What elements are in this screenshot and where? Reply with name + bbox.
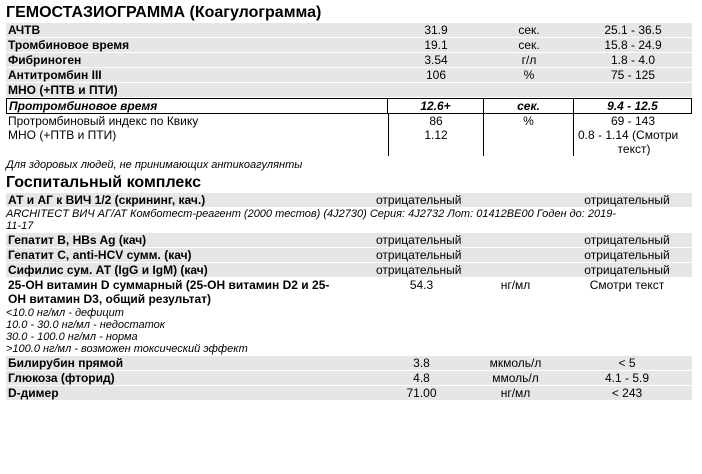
test-name: Тромбиновое время	[6, 38, 388, 52]
test-value: 12.6+	[388, 98, 484, 114]
test-unit: %	[484, 68, 574, 82]
test-range: 4.1 - 5.9	[562, 371, 692, 385]
test-value: 54.3	[409, 278, 434, 292]
table-row	[6, 68, 696, 82]
test-name: АТ и АГ к ВИЧ 1/2 (скрининг, кач.)	[6, 193, 374, 207]
test-value: 4.8	[374, 371, 469, 385]
table-row	[6, 23, 696, 37]
test-range	[574, 128, 692, 156]
reagent-note	[6, 208, 696, 232]
table-row	[6, 278, 696, 306]
table-row	[6, 371, 696, 385]
range-line: 0.8 - 1.14 (Смотри	[578, 128, 679, 142]
table-row	[6, 38, 696, 52]
note-line: <10.0 нг/мл - дефицит	[6, 307, 124, 319]
table-row	[6, 248, 696, 262]
test-name: Билирубин прямой	[6, 356, 374, 370]
table-row	[6, 356, 696, 370]
test-unit: сек.	[484, 23, 574, 37]
test-name: Гепатит C, anti-HCV сумм. (кач)	[6, 248, 374, 262]
test-name: Фибриноген	[6, 53, 388, 67]
test-unit: сек.	[484, 38, 574, 52]
test-range: 15.8 - 24.9	[574, 38, 692, 52]
test-unit: нг/мл	[500, 278, 531, 292]
test-name: Глюкоза (фторид)	[6, 371, 374, 385]
test-range: 25.1 - 36.5	[574, 23, 692, 37]
test-range: 69 - 143	[610, 114, 656, 128]
table-row	[6, 83, 696, 97]
test-name: Протромбиновое время	[6, 98, 388, 114]
group-header: МНО (+ПТВ и ПТИ)	[6, 83, 692, 97]
test-range: отрицательный	[562, 233, 692, 247]
table-row	[6, 98, 696, 114]
note-line: 30.0 - 100.0 нг/мл - норма	[6, 331, 138, 343]
test-name: Гепатит B, HBs Ag (кач)	[6, 233, 374, 247]
test-value: 106	[388, 68, 484, 82]
test-name	[6, 278, 374, 306]
test-value: 19.1	[388, 38, 484, 52]
table-row	[6, 114, 696, 128]
name-line: ОН витамин D3, общий результат)	[8, 292, 211, 306]
test-range: < 5	[562, 356, 692, 370]
test-unit: %	[484, 114, 574, 128]
test-unit: г/л	[484, 53, 574, 67]
test-value: 71.00	[374, 386, 469, 400]
range-line: текст)	[617, 142, 651, 156]
name-line: 25-ОН витамин D суммарный (25-ОН витамин D2 и 25-	[8, 278, 330, 292]
test-range: отрицательный	[562, 248, 692, 262]
table-row	[6, 193, 696, 207]
test-name: D-димер	[6, 386, 374, 400]
test-name: Протромбиновый индекс по Квику	[8, 114, 199, 128]
table-row	[6, 128, 696, 156]
test-value: 3.8	[374, 356, 469, 370]
test-value: 86	[388, 114, 484, 128]
test-value: отрицательный	[374, 248, 562, 262]
test-unit: мкмоль/л	[469, 356, 562, 370]
test-name: АЧТВ	[6, 23, 388, 37]
test-range: 9.4 - 12.5	[574, 98, 692, 114]
test-range: отрицательный	[562, 193, 692, 207]
section-title-hemostasis: ГЕМОСТАЗИОГРАММА (Коагулограмма)	[6, 4, 322, 21]
test-unit	[484, 128, 574, 156]
test-range: отрицательный	[562, 263, 692, 277]
table-row	[6, 386, 696, 400]
test-value: отрицательный	[374, 233, 562, 247]
test-range: 75 - 125	[574, 68, 692, 82]
reference-notes	[6, 307, 696, 355]
test-value: 3.54	[388, 53, 484, 67]
test-name: Сифилис сум. АТ (IgG и IgM) (кач)	[6, 263, 374, 277]
test-unit: нг/мл	[469, 386, 562, 400]
note-line: ARCHITECT ВИЧ АГ/АТ Комботест-реагент (2000 тестов) (4J2730) Серия: 4J2732 Лот: 01412BE00 Годен до: 2019-	[6, 208, 616, 220]
test-value: отрицательный	[374, 193, 562, 207]
table-row	[6, 53, 696, 67]
note-line: 11-17	[6, 220, 34, 232]
test-name: Антитромбин III	[6, 68, 388, 82]
test-name: МНО (+ПТВ и ПТИ)	[8, 128, 117, 142]
test-value: отрицательный	[374, 263, 562, 277]
note-line: 10.0 - 30.0 нг/мл - недостаток	[6, 319, 165, 331]
test-value: 1.12	[388, 128, 484, 156]
footnote: Для здоровых людей, не принимающих антикоагулянты	[6, 159, 303, 171]
table-row	[6, 263, 696, 277]
test-range: 1.8 - 4.0	[574, 53, 692, 67]
test-unit: ммоль/л	[469, 371, 562, 385]
table-row	[6, 233, 696, 247]
test-range: < 243	[562, 386, 692, 400]
section-title-hospital: Госпитальный комплекс	[6, 174, 201, 191]
test-unit: сек.	[484, 98, 574, 114]
note-line: >100.0 нг/мл - возможен токсический эффект	[6, 343, 248, 355]
test-range: Смотри текст	[589, 278, 665, 292]
test-value: 31.9	[388, 23, 484, 37]
